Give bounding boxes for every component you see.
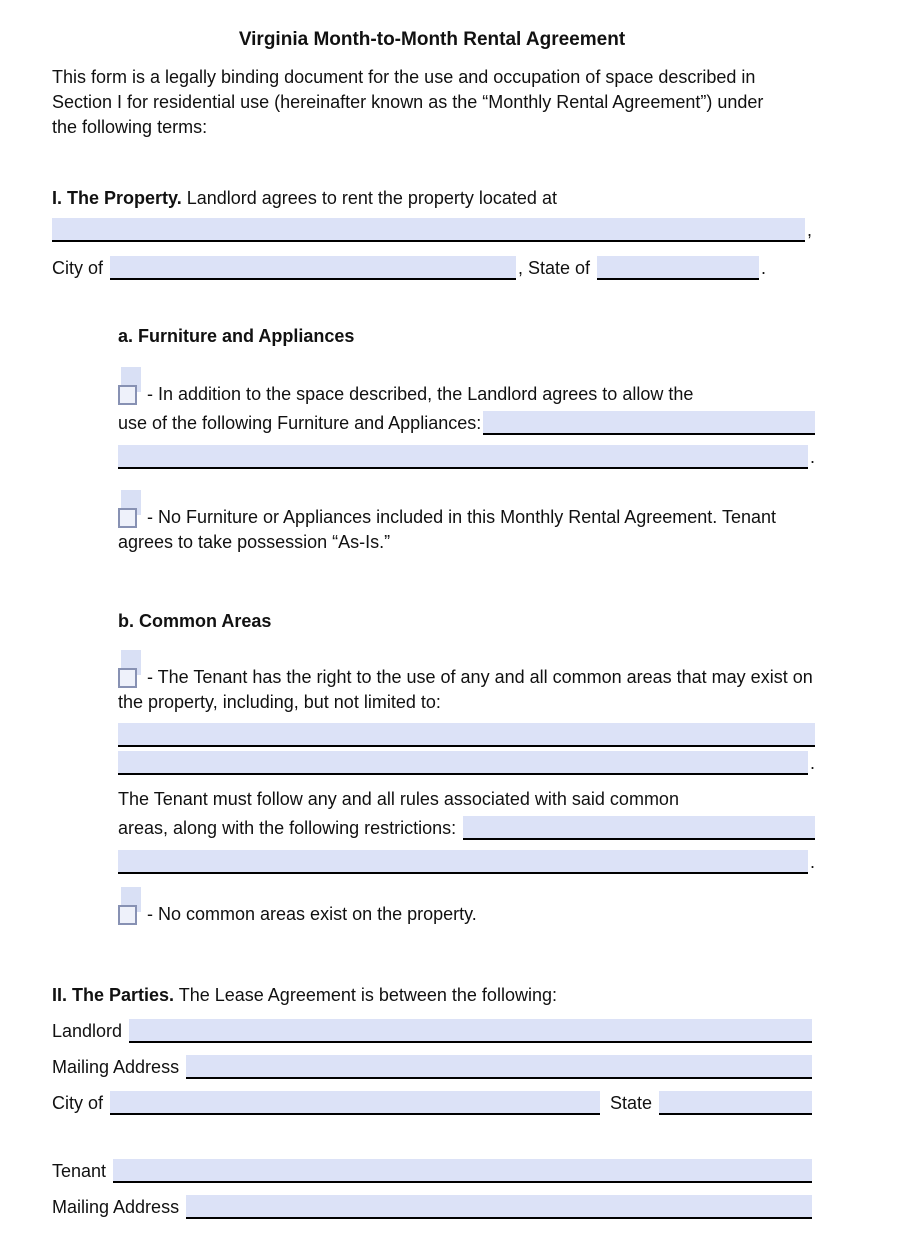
checkbox-box-icon	[118, 668, 137, 688]
landlord-label: Landlord	[52, 1021, 123, 1041]
furniture-none-checkbox[interactable]	[118, 505, 144, 525]
furniture-none-option	[118, 505, 778, 555]
common-rules-line1: The Tenant must follow any and all rules associated with said common	[118, 789, 679, 809]
common-areas-row-1	[118, 719, 815, 747]
common-areas-row-2	[118, 747, 815, 775]
checkbox-box-icon	[118, 508, 137, 528]
tenant-mailing-row	[52, 1191, 812, 1219]
common-rules-line2-row	[118, 812, 815, 840]
landlord-mailing-field[interactable]	[186, 1055, 812, 1079]
common-none-option	[118, 902, 815, 927]
common-use-paragraph	[118, 665, 815, 715]
property-state-label: , State of	[517, 258, 590, 278]
property-address-row	[52, 214, 812, 242]
furniture-included-line2-row	[118, 407, 815, 435]
landlord-mailing-row	[52, 1051, 812, 1079]
checkbox-box-icon	[118, 385, 137, 405]
landlord-name-field[interactable]	[129, 1019, 812, 1043]
common-use-option	[118, 665, 815, 775]
common-rules-row-2	[118, 846, 815, 874]
landlord-city-field[interactable]	[110, 1091, 600, 1115]
common-areas-field-1[interactable]	[118, 723, 815, 747]
furniture-list-suffix: .	[809, 447, 815, 467]
property-address-field[interactable]	[52, 218, 805, 242]
section-1-heading-text: Landlord agrees to rent the property located at	[186, 188, 557, 208]
tenant-mailing-label: Mailing Address	[52, 1197, 180, 1217]
furniture-list-field-1[interactable]	[483, 411, 815, 435]
property-address-suffix: ,	[806, 220, 812, 240]
common-rules-line2: areas, along with the following restrictions:	[118, 818, 457, 838]
section-2-heading-bold: II. The Parties.	[52, 985, 175, 1005]
common-use-checkbox[interactable]	[118, 665, 144, 685]
restrictions-field-1[interactable]	[463, 816, 815, 840]
landlord-city-label: City of	[52, 1093, 104, 1113]
tenant-mailing-field[interactable]	[186, 1195, 812, 1219]
common-areas-heading: b. Common Areas	[118, 611, 272, 631]
section-1-heading	[52, 186, 812, 210]
common-rules-block	[118, 787, 815, 874]
common-none-text: - No common areas exist on the property.	[147, 904, 477, 924]
landlord-mailing-label: Mailing Address	[52, 1057, 180, 1077]
intro-paragraph: This form is a legally binding document for the use and occupation of space described in Section I for residential use (hereinafter known as the “Monthly Rental Agreement”) under the following terms:	[52, 67, 764, 137]
common-none-checkbox[interactable]	[118, 902, 144, 922]
property-city-state-row	[52, 252, 766, 280]
tenant-row	[52, 1155, 812, 1183]
furniture-none-text: - No Furniture or Appliances included in this Monthly Rental Agreement. Tenant agrees to take possession “As-Is.”	[118, 507, 777, 552]
furniture-included-line2: use of the following Furniture and Appliances:	[118, 413, 482, 433]
property-city-label: City of	[52, 258, 104, 278]
landlord-state-field[interactable]	[659, 1091, 812, 1115]
property-state-field[interactable]	[597, 256, 759, 280]
landlord-state-label: State	[609, 1093, 652, 1113]
furniture-list-row-2	[118, 441, 815, 469]
section-1-heading-bold: I. The Property.	[52, 188, 182, 208]
landlord-row	[52, 1015, 812, 1043]
section-2-heading-text: The Lease Agreement is between the following:	[178, 985, 557, 1005]
tenant-label: Tenant	[52, 1161, 107, 1181]
common-use-text: - The Tenant has the right to the use of any and all common areas that may exist on the property, including, but not limited to:	[118, 667, 813, 712]
furniture-none-paragraph	[118, 505, 778, 555]
restrictions-suffix: .	[809, 852, 815, 872]
landlord-city-state-row	[52, 1087, 812, 1115]
checkbox-box-icon	[118, 905, 137, 925]
tenant-name-field[interactable]	[113, 1159, 812, 1183]
furniture-included-checkbox[interactable]	[118, 382, 144, 402]
common-none-paragraph	[118, 902, 815, 927]
section-2-heading	[52, 983, 812, 1007]
furniture-included-line1: - In addition to the space described, the Landlord agrees to allow the	[147, 384, 694, 404]
restrictions-field-2[interactable]	[118, 850, 808, 874]
property-city-field[interactable]	[110, 256, 516, 280]
furniture-included-line1-wrap	[118, 382, 815, 407]
subsections-block	[118, 324, 815, 927]
furniture-heading: a. Furniture and Appliances	[118, 326, 355, 346]
common-areas-suffix: .	[809, 753, 815, 773]
property-state-suffix: .	[760, 258, 766, 278]
common-areas-field-2[interactable]	[118, 751, 808, 775]
document-title: Virginia Month-to-Month Rental Agreement	[238, 29, 626, 50]
furniture-list-field-2[interactable]	[118, 445, 808, 469]
furniture-included-option	[118, 382, 815, 469]
